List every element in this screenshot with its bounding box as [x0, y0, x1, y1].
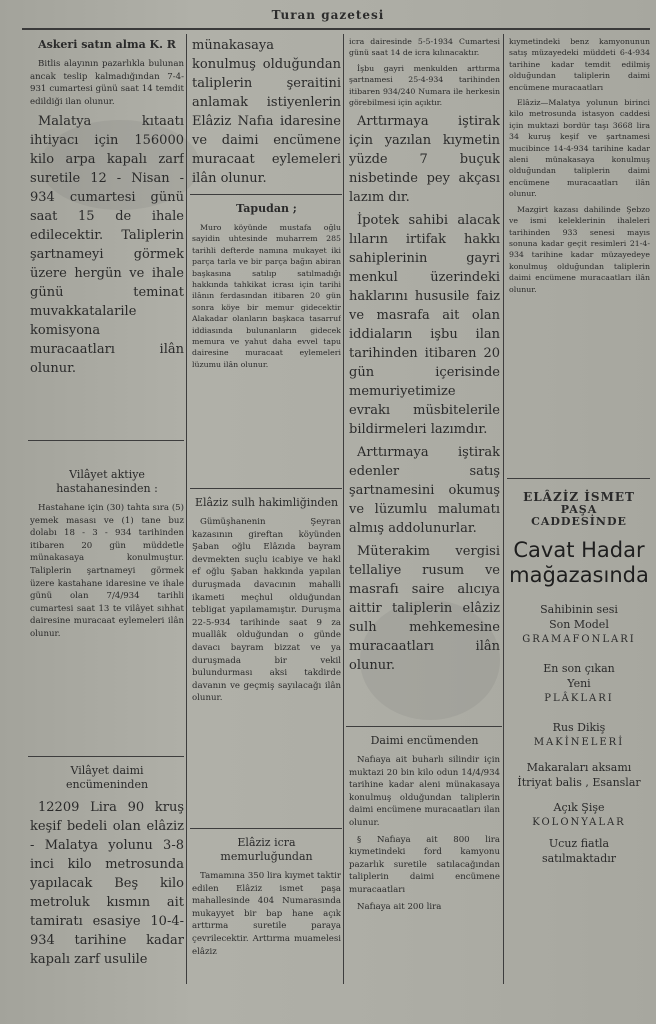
section-rule: [190, 488, 342, 489]
article-paragraph: İşbu gayri menkulden arttırma şartnamesi 25-4-934 tarihinden itibaren 934/240 Numara ile herkesin görebilmesi için açıktır.: [349, 63, 500, 108]
article-paragraph: Müterakim vergisi tellaliye rusum ve masrafı saire alıcıya aittir taliplerin elâziz sulh mehkemesine muracaatları ilân olunur.: [349, 544, 500, 674]
column-2-sulh: [192, 494, 341, 826]
ad-line: Son Model: [549, 618, 609, 631]
article-title: Vilâyet daimi encümeninden: [65, 764, 149, 791]
article-paragraph: Arttırmaya iştirak için yazılan kıymetin yüzde 7 buçuk nisbetinde pey akçası lazım dır.: [349, 114, 500, 206]
article-title: Elâziz icra memurluğundan: [220, 836, 313, 863]
ad-line: MAKİNELERİ: [533, 737, 625, 748]
column-rule: [503, 34, 504, 984]
article-paragraph: icra dairesinde 5-5-1934 Cumartesi günü saat 14 de icra kılınacaktır.: [349, 37, 500, 58]
article-paragraph: münakasaya konulmuş olduğundan taliplerin şeraitini anlamak istiyenlerin Elâziz Nafıa idaresine ve daimi encümene muracaat eylemeleri ilân olunur.: [192, 38, 341, 186]
article-paragraph: Gümüşhanenin Şeyran kazasının gireftan köyünden Şaban oğlu Elâzıda bayram devmekten suçlu icabiye ve hakl ef oğlu Şaban hakkında yapılan duruşmada davacının mahalli ikameti meçhul olduğundan tebligat yapılamamıştır. Duruşma 22-5-934 tarihinde saat 9 za muallâk olduğundan o günde davacı bayram bizzat ve ya duruşmada bir vekil bulundurması aksi takdirde davanın ve geçmiş sayılacağı ilân olunur.: [192, 517, 341, 704]
column-1-top: [30, 36, 184, 434]
column-3-bottom: [349, 732, 500, 984]
ad-line: satılmaktadır: [541, 852, 617, 865]
ad-line: CADDESİNDE: [531, 515, 627, 528]
article-paragraph: Bitlis alayının pazarlıkla bulunan ancak teslip kalmadığından 7-4-931 cumartesi günü saat 14 temdit edildiği ilan olunur.: [30, 59, 184, 107]
article-title: Elâziz sulh hakimliğinden: [194, 496, 339, 509]
ad-shop-name: mağazasında: [509, 563, 649, 587]
section-rule: [28, 440, 184, 441]
column-2-tapu: [192, 200, 341, 486]
column-3-top: [349, 36, 500, 722]
column-2-top: [192, 36, 341, 192]
article-paragraph: Muro köyünde mustafa oğlu sayidin uhtesinde muharrem 285 tarihli defterde namına mukayet iki parça tarla ve bir parça bağın abiran başkasına satılıp satılmadığı hakkında tahkikat icrası için tarihi ilânın ferdasından itibaren 20 gün sonra köye bir memur gidecektir Alakadar olanların başkaca tasarruf iddiasında bulunanların gidecek memura ve yahut daha evvel tapu dairesine muracaat eylemeleri lüzumu ilân olunur.: [192, 223, 341, 369]
article-paragraph: Nafıaya ait 200 lira: [357, 901, 442, 912]
column-2-icra: [192, 834, 341, 984]
article-paragraph: § Nafıaya ait 800 lira kıymetindeki ford kamyonu pazarlık suretile satılacağından taliplerin daimi encümene muracaatları: [349, 834, 500, 895]
section-rule: [190, 194, 342, 195]
article-paragraph: Malatya kıtaatı ihtiyacı için 156000 kilo arpa kapalı zarf suretile 12 - Nisan - 934 cumartesi günü saat 15 de ihale edilecektir. Taliplerin şartnameyi görmek üzere hergün ve ihale günü teminat muvakkatalarile komisyona muracaatları ilân olunur.: [30, 114, 184, 377]
ad-line: İtriyat balis , Esanslar: [517, 776, 641, 789]
column-rule: [186, 34, 187, 984]
section-rule: [507, 478, 650, 479]
ad-shop-name: Cavat Hadar: [513, 538, 645, 562]
article-paragraph: İpotek sahibi alacak lıların irtifak hakkı sahiplerinin gayri menkul üzerindeki haklarını hususile faiz ve masrafa ait olan iddiaların işbu ilan tarihinden itibaren 20 gün içerisinde memuriyetimize evrakı müsbitelerile bildirmeleri lazımdır.: [349, 213, 500, 438]
column-rule: [343, 34, 344, 984]
article-paragraph: Arttırmaya iştirak edenler satış şartnamesini okumuş ve lüzumlu malumatı almış addolunurlar.: [349, 445, 500, 537]
article-title: Tapudan ;: [236, 202, 297, 215]
article-title: Askeri satın alma K. R: [38, 38, 176, 51]
section-rule: [346, 726, 502, 727]
ad-line: Yeni: [567, 677, 591, 690]
top-rule: [22, 28, 650, 30]
ad-line: GRAMAFONLARI: [522, 634, 636, 645]
article-paragraph: Hastahane için (30) tahta sıra (5) yemek masası ve (1) tane buz dolabı 18 - 3 - 934 tarihinden itibaren 20 gün müddetle münakasaya konulmuştur. Taliplerin şartnameyi görmek üzere kastahane idaresine ve ihale günü olan 7/4/934 tarihli cumartesi saat 13 te vilâyet sıhhat dairesine muracaat eylemeleri ilân olunur.: [30, 503, 184, 639]
ad-line: KOLONYALAR: [532, 817, 626, 828]
ad-line: Ucuz fiatla: [548, 837, 610, 850]
ad-line: Açık Şişe: [553, 801, 605, 814]
column-4-top: [509, 36, 650, 474]
ad-line: En son çıkan: [543, 662, 615, 675]
shop-advertisement: [508, 480, 650, 980]
article-paragraph: Tamamına 350 lira kıymet taktir edilen Elâziz ismet paşa mahallesinde 404 Numarasında mukayyet bir bap hane açık arttırma suretile paraya çevrilecektir. Arttırma muamelesi elâziz: [192, 871, 341, 957]
article-title: Daimi encümenden: [370, 734, 479, 747]
column-1-middle: [30, 466, 184, 752]
ad-line: Makaraları aksamı: [526, 761, 632, 774]
section-rule: [190, 828, 342, 829]
ad-line: PAŞA: [560, 503, 598, 516]
ad-line: ELÂZİZ İSMET: [523, 490, 635, 504]
article-paragraph: kıymetindeki benz kamyonunun satış müzayedeki müddeti 6-4-934 tarihine kadar temdit edilmiş olduğundan taliplerin daimi encümene muracaatları: [509, 37, 650, 92]
article-title: Vilâyet aktiye hastahanesinden :: [56, 468, 158, 495]
article-paragraph: 12209 Lira 90 kruş keşif bedeli olan elâziz - Malatya yolunu 3-8 inci kilo metrosunda yapılacak Beş kilo metroluk kısmın ait tamiratı esasiye 10-4-934 tarihine kadar kapalı zarf usulile: [30, 800, 184, 967]
masthead: Turan gazetesi: [271, 8, 385, 22]
ad-line: PLÂKLARI: [544, 693, 614, 704]
column-1-bottom: [30, 762, 184, 982]
ad-line: Sahibinin sesi: [540, 603, 618, 616]
article-paragraph: Mazgirt kazası dahilinde Şebzo ve ismi keleklerinin ihaleleri tarihinden 933 senesi mayıs sonuna kadar geçit resimleri 21-4-934 tarihine kadar müzayedeye konulmuş olduğundan taliplerin daimi encümene muracaatları ilân olunur.: [509, 204, 650, 294]
article-paragraph: Elâziz—Malatya yolunun birinci kilo metrosunda istasyon caddesi için muktazi bordür taşı 3668 lira 34 kuruş keşif ve şartnamesi mucibince 14-4-934 tarihine kadar aleni münakasaya konulmuş olduğundan taliplerin daimi encümene muracaatları ilân olunur.: [509, 98, 650, 199]
ad-line: Rus Dikiş: [552, 721, 606, 734]
article-paragraph: Nafıaya ait buharlı silindir için muktazi 20 bin kilo odun 14/4/934 tarihine kadar aleni münakasaya konulmuş olduğundan taliplerin daimi encümene muracaatları ilan olunur.: [349, 755, 500, 828]
section-rule: [28, 756, 184, 757]
